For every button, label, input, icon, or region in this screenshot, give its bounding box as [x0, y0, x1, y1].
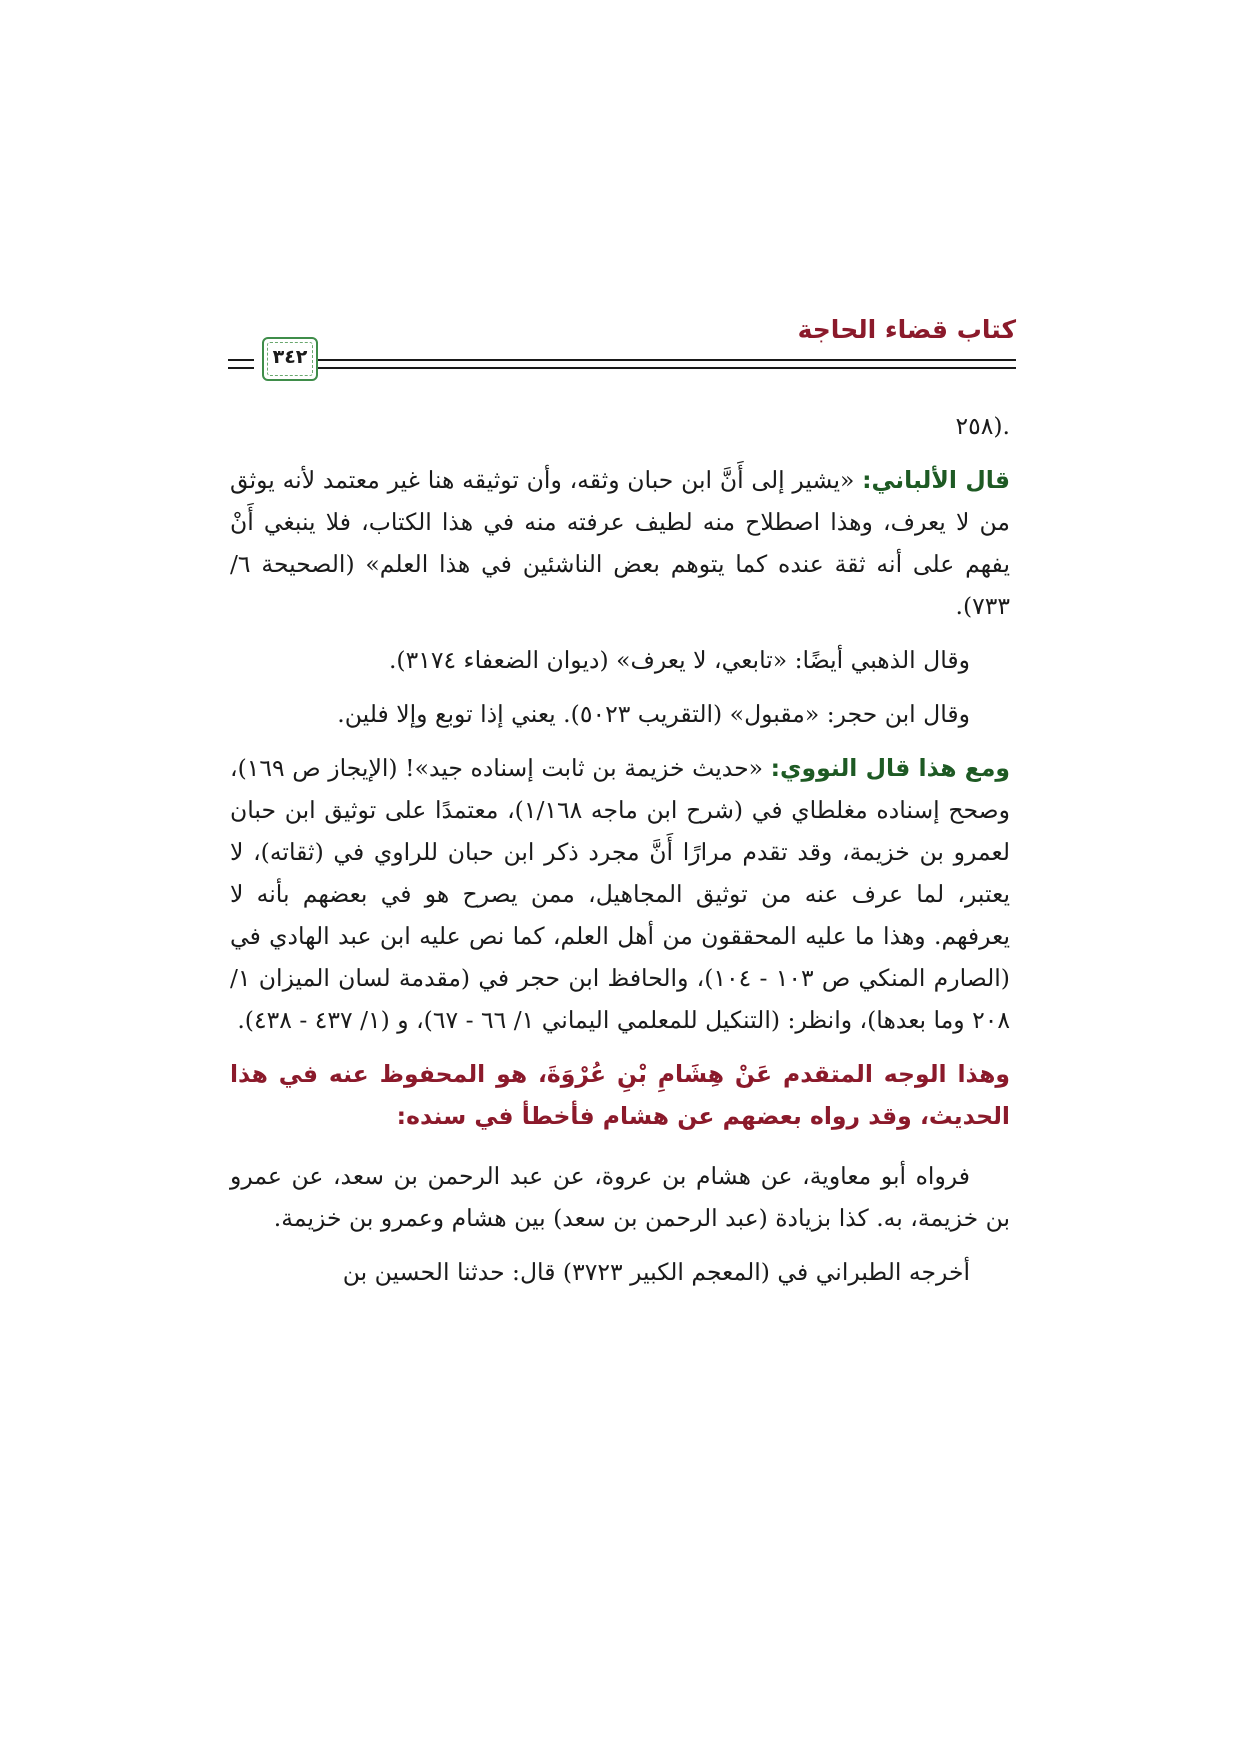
paragraph-nawawi [230, 747, 1010, 1041]
paragraph-ibn-hajar: وقال ابن حجر: «مقبول» (التقريب ٥٠٢٣). يعني إذا توبع وإلا فلين. [337, 700, 970, 728]
paragraph-tabarani: أخرجه الطبراني في (المعجم الكبير ٣٧٢٣) قال: حدثنا الحسين بن [342, 1258, 970, 1286]
page-number-badge [262, 337, 318, 381]
header-rule-top [296, 359, 1016, 361]
paragraph-continuation: .(٢٥٨ [955, 412, 1010, 440]
paragraph-abu-muawiya: فرواه أبو معاوية، عن هشام بن عروة، عن عبد الرحمن بن سعد، عن عمرو بن خزيمة، به. كذا بزيادة (عبد الرحمن بن سعد) بين هشام وعمرو بن خزيمة. [230, 1162, 1010, 1232]
speaker-label-nawawi: ومع هذا قال النووي: [770, 754, 1011, 782]
book-title: كتاب قضاء الحاجة [797, 315, 1016, 344]
page-header [228, 315, 1016, 395]
header-rule-left-bottom [228, 367, 254, 369]
page-number: ٣٤٢ [272, 346, 308, 368]
paragraph-albani [230, 459, 1010, 627]
paragraph-albani-text: «يشير إلى أَنَّ ابن حبان وثقه، وأن توثيقه هنا غير معتمد لأنه يوثق من لا يعرف، وهذا اصطلاح منه لطيف عرفته منه في هذا الكتاب، فلا ينبغي أَنْ يفهم على أنه ثقة عنده كما يتوهم بعض الناشئين في هذا العلم» (الصحيحة ٦/ ٧٣٣). [230, 466, 1010, 620]
paragraph-dhahabi: وقال الذهبي أيضًا: «تابعي، لا يعرف» (ديوان الضعفاء ٣١٧٤). [388, 646, 970, 674]
speaker-label-albani: قال الألباني: [862, 466, 1010, 494]
page-body [230, 405, 1010, 1305]
section-heading: وهذا الوجه المتقدم عَنْ هِشَامِ بْنِ عُرْوَةَ، هو المحفوظ عنه في هذا الحديث، وقد رواه بعضهم عن هشام فأخطأ في سنده: [230, 1060, 1010, 1130]
header-rule-left-top [228, 359, 254, 361]
paragraph-nawawi-text: «حديث خزيمة بن ثابت إسناده جيد»! (الإيجاز ص ١٦٩)، وصحح إسناده مغلطاي في (شرح ابن ماجه ١/١٦٨)، معتمدًا على توثيق ابن حبان لعمرو بن خزيمة، وقد تقدم مرارًا أَنَّ مجرد ذكر ابن حبان للراوي في (ثقاته)، لا يعتبر، لما عرف عنه من توثيق المجاهيل، ممن يصرح هو في بعضهم بأنه لا يعرفهم. وهذا ما عليه المحققون من أهل العلم، كما نص عليه ابن عبد الهادي في (الصارم المنكي ص ١٠٣ - ١٠٤)، والحافظ ابن حجر في (مقدمة لسان الميزان ١/ ٢٠٨ وما بعدها)، وانظر: (التنكيل للمعلمي اليماني ١/ ٦٦ - ٦٧)، و (١/ ٤٣٧ - ٤٣٨). [230, 754, 1010, 1034]
header-rule-bottom [296, 367, 1016, 369]
